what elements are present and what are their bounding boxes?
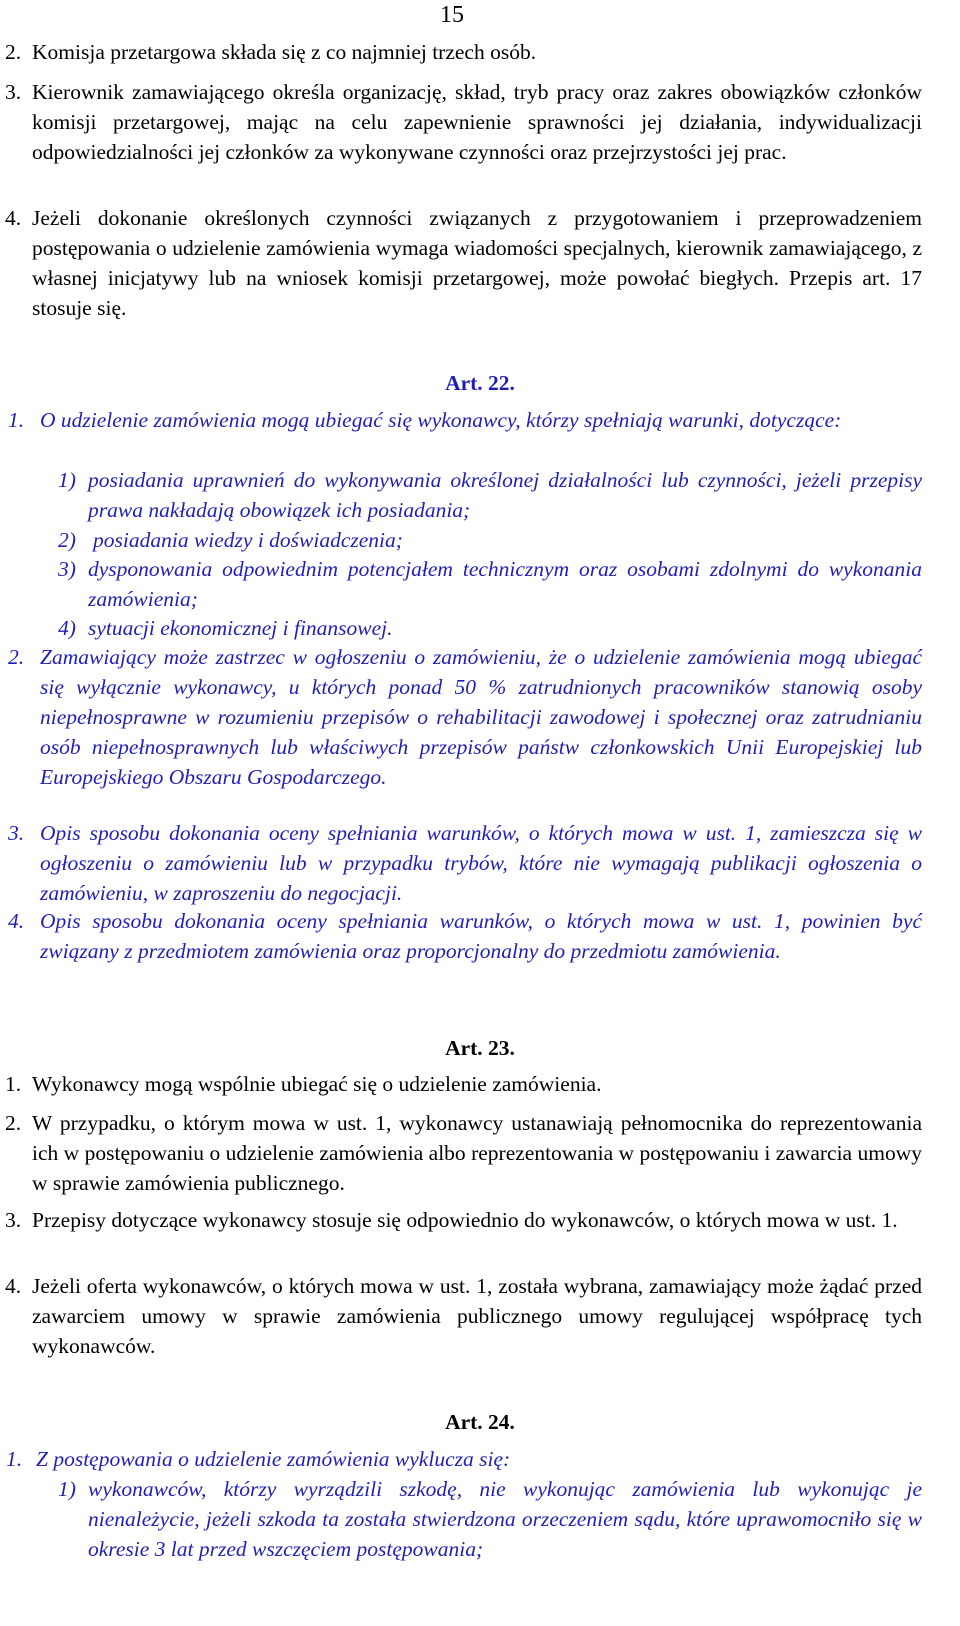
item-text: posiadania wiedzy i doświadczenia; [93,528,403,552]
art23-paragraph-3 [5,1205,922,1235]
paragraph-number: 2. [8,645,25,669]
art22-item-2 [58,525,922,555]
art22-paragraph-2 [8,642,922,792]
art23-paragraph-2 [5,1108,922,1198]
item-text: posiadania uprawnień do wykonywania określonej działalności lub czynności, jeżeli przepisy prawa nakładają obowiązek ich posiadania; [88,468,922,522]
paragraph-number: 4. [5,1274,22,1298]
paragraph-text: Zamawiający może zastrzec w ogłoszeniu o zamówieniu, że o udzielenie zamówienia mogą ubiegać się wyłącznie wykonawcy, u których ponad 50 % zatrudnionych pracowników stanowią osoby niepełnosprawne w rozumieniu przepisów o rehabilitacji zawodowej i społecznej oraz zatrudnianiu osób niepełnosprawnych lub właściwych przepisów państw członkowskich Unii Europejskiej lub Europejskiego Obszaru Gospodarczego. [40,645,922,789]
paragraph-number: 4. [5,206,22,230]
article-22-heading: Art. 22. [445,371,515,395]
item-text: sytuacji ekonomicznej i finansowej. [88,616,393,640]
paragraph-text: Przepisy dotyczące wykonawcy stosuje się odpowiednio do wykonawców, o których mowa w ust. 1. [32,1208,898,1232]
art23-paragraph-1 [5,1069,922,1099]
art22-paragraph-1 [8,405,922,435]
paragraph-text: O udzielenie zamówienia mogą ubiegać się wykonawcy, którzy spełniają warunki, dotyczące: [40,408,842,432]
paragraph-number: 2. [5,40,22,64]
art24-paragraph-1 [6,1444,922,1474]
art24-item-1 [58,1474,922,1564]
paragraph-text: Wykonawcy mogą wspólnie ubiegać się o udzielenie zamówienia. [32,1072,602,1096]
item-number: 1) [58,1477,76,1501]
paragraph-text: W przypadku, o którym mowa w ust. 1, wykonawcy ustanawiają pełnomocnika do reprezentowania ich w postępowaniu o udzielenie zamówienia albo reprezentowania w postępowaniu i zawarcia umowy w sprawie zamówienia publicznego. [32,1111,922,1195]
paragraph-text: Jeżeli dokonanie określonych czynności związanych z przygotowaniem i przeprowadzeniem postępowania o udzielenie zamówienia wymaga wiadomości specjalnych, kierownik zamawiającego, z własnej inicjatywy lub na wniosek komisji przetargowej, może powołać biegłych. Przepis art. 17 stosuje się. [32,206,922,320]
paragraph-number: 4. [8,909,25,933]
paragraph-text: Z postępowania o udzielenie zamówienia wyklucza się: [36,1447,511,1471]
art22-item-1 [58,465,922,525]
item-text: wykonawców, którzy wyrządzili szkodę, nie wykonując zamówienia lub wykonując je nienależycie, jeżeli szkoda ta została stwierdzona orzeczeniem sądu, które uprawomocniło się w okresie 3 lat przed wszczęciem postępowania; [88,1477,922,1561]
paragraph-number: 2. [5,1111,22,1135]
article-23-heading: Art. 23. [445,1036,515,1060]
paragraph-text: Opis sposobu dokonania oceny spełniania warunków, o których mowa w ust. 1, powinien być związany z przedmiotem zamówienia oraz proporcjonalny do przedmiotu zamówienia. [40,909,922,963]
intro-paragraph-3 [5,77,922,167]
art22-item-3 [58,554,922,614]
item-number: 1) [58,468,76,492]
art22-paragraph-4 [8,906,922,966]
art23-paragraph-4 [5,1271,922,1361]
item-number: 2) [58,528,76,552]
paragraph-text: Opis sposobu dokonania oceny spełniania warunków, o których mowa w ust. 1, zamieszcza się w ogłoszeniu o zamówieniu lub w przypadku trybów, które nie wymagają publikacji ogłoszenia o zamówieniu, w zaproszeniu do negocjacji. [40,821,922,905]
paragraph-number: 1. [6,1447,23,1471]
paragraph-number: 3. [5,80,22,104]
article-24-heading: Art. 24. [445,1410,515,1434]
item-number: 4) [58,616,76,640]
paragraph-number: 1. [5,1072,22,1096]
intro-paragraph-4 [5,203,922,323]
item-number: 3) [58,557,76,581]
paragraph-text: Kierownik zamawiającego określa organizację, skład, tryb pracy oraz zakres obowiązków członków komisji przetargowej, mając na celu zapewnienie sprawności jej działania, indywidualizacji odpowiedzialności jej członków za wykonywane czynności oraz przejrzystości jej prac. [32,80,922,164]
intro-paragraph-2 [5,37,922,67]
paragraph-text: Jeżeli oferta wykonawców, o których mowa w ust. 1, została wybrana, zamawiający może żądać przed zawarciem umowy w sprawie zamówienia publicznego umowy regulującej współpracę tych wykonawców. [32,1274,922,1358]
paragraph-number: 1. [8,408,25,432]
item-text: dysponowania odpowiednim potencjałem technicznym oraz osobami zdolnymi do wykonania zamówienia; [88,557,922,611]
page-number: 15 [440,2,464,28]
paragraph-number: 3. [8,821,25,845]
paragraph-number: 3. [5,1208,22,1232]
paragraph-text: Komisja przetargowa składa się z co najmniej trzech osób. [32,40,537,64]
art22-paragraph-3 [8,818,922,908]
art22-item-4 [58,613,922,643]
